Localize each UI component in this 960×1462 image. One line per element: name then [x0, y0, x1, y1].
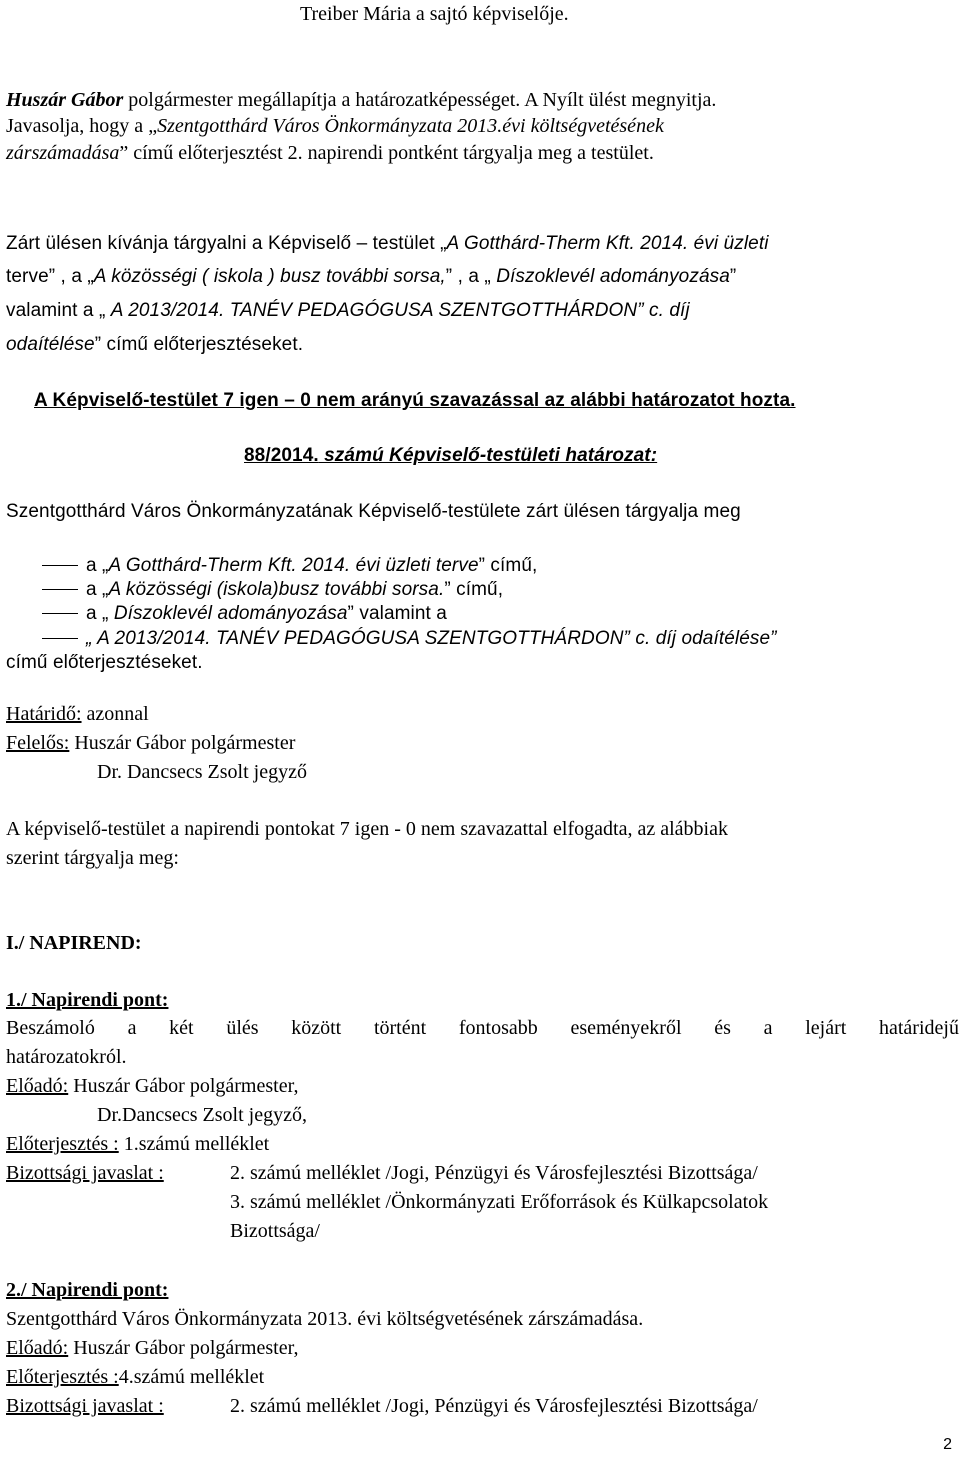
dash-bullet — [42, 613, 78, 614]
desc-word: lejárt — [805, 1017, 847, 1039]
section-title: I./ NAPIREND: — [6, 932, 142, 954]
resolution-item-4: „ A 2013/2014. TANÉV PEDAGÓGUSA SZENTGOTTHÁRDON” c. díj odaítélése” — [42, 627, 777, 651]
item1-presenter: Előadó: Huszár Gábor polgármester, — [6, 1075, 299, 1097]
page-number: 2 — [943, 1436, 952, 1453]
desc-word: a — [763, 1017, 773, 1039]
resolution-closing: című előterjesztéseket. — [6, 652, 203, 673]
item1-committee-2: 3. számú melléklet /Önkormányzati Erőforrások és Külkapcsolatok — [230, 1191, 769, 1213]
item2-desc: Szentgotthárd Város Önkormányzata 2013. évi költségvetésének zárszámadása. — [6, 1308, 644, 1330]
desc-word: eseményekről — [570, 1017, 682, 1039]
item1-committee: Bizottsági javaslat : — [6, 1162, 164, 1184]
responsible-line: Felelős: Huszár Gábor polgármester — [6, 732, 296, 754]
deadline-line: Határidő: azonnal — [6, 703, 149, 725]
top-line: Treiber Mária a sajtó képviselője. — [300, 3, 569, 25]
item2-committee: Bizottsági javaslat : — [6, 1395, 164, 1417]
item1-committee-1: 2. számú melléklet /Jogi, Pénzügyi és Városfejlesztési Bizottsága/ — [230, 1162, 758, 1184]
resolution-item-3: a „ Díszoklevél adományozása” valamint a — [42, 602, 447, 626]
item2-title: 2./ Napirendi pont: — [6, 1279, 169, 1301]
desc-word: történt — [373, 1017, 427, 1039]
dash-bullet — [42, 565, 78, 566]
item1-proposal: Előterjesztés : 1.számú melléklet — [6, 1133, 270, 1155]
desc-word: határidejű — [879, 1017, 959, 1039]
closed-line-2: terve” , a „A közösségi ( iskola ) busz további sorsa,” , a „ Díszoklevél adományozása” — [6, 266, 737, 287]
resolution-heading: 88/2014. számú Képviselő-testületi határozat: — [244, 445, 658, 466]
resolution-body: Szentgotthárd Város Önkormányzatának Képviselő-testülete zárt ülésen tárgyalja meg — [6, 501, 741, 522]
desc-word: a — [127, 1017, 137, 1039]
opening-line-1: Huszár Gábor polgármester megállapítja a határozatképességet. A Nyílt ülést megnyitja. — [6, 89, 717, 111]
item2-proposal: Előterjesztés :4.számú melléklet — [6, 1366, 265, 1388]
closed-line-1: Zárt ülésen kívánja tárgyalni a Képviselő – testület „A Gotthárd-Therm Kft. 2014. évi üzleti — [6, 233, 769, 254]
resolution-item-1: a „A Gotthárd-Therm Kft. 2014. évi üzleti terve” című, — [42, 554, 537, 578]
closed-line-3: valamint a „ A 2013/2014. TANÉV PEDAGÓGUSA SZENTGOTTHÁRDON” c. díj — [6, 300, 690, 321]
dash-bullet — [42, 589, 78, 590]
dash-bullet — [42, 638, 78, 639]
closed-line-4: odaítélése” című előterjesztéseket. — [6, 334, 304, 355]
vote-line: A Képviselő-testület 7 igen – 0 nem arányú szavazással az alábbi határozatot hozta. — [34, 390, 796, 411]
item1-desc-line-2: határozatokról. — [6, 1046, 127, 1068]
desc-word: két — [169, 1017, 194, 1039]
desc-word: fontosabb — [458, 1017, 538, 1039]
agenda-accept-line-2: szerint tárgyalja meg: — [6, 847, 179, 869]
responsible-second: Dr. Dancsecs Zsolt jegyző — [97, 761, 307, 783]
item1-desc-line-1 — [6, 1016, 959, 1040]
item1-committee-3: Bizottsága/ — [230, 1220, 320, 1242]
opening-line-3: zárszámadása” című előterjesztést 2. napirendi pontként tárgyalja meg a testület. — [6, 142, 654, 164]
mayor-name: Huszár Gábor — [6, 89, 124, 111]
item2-committee-1: 2. számú melléklet /Jogi, Pénzügyi és Városfejlesztési Bizottsága/ — [230, 1395, 758, 1417]
desc-word: és — [714, 1017, 731, 1039]
item1-title: 1./ Napirendi pont: — [6, 989, 169, 1011]
desc-word: ülés — [226, 1017, 259, 1039]
item1-presenter-2: Dr.Dancsecs Zsolt jegyző, — [97, 1104, 307, 1126]
resolution-item-2: a „A közösségi (iskola)busz további sorsa.” című, — [42, 578, 503, 602]
item2-presenter: Előadó: Huszár Gábor polgármester, — [6, 1337, 299, 1359]
agenda-accept-line-1: A képviselő-testület a napirendi pontokat 7 igen - 0 nem szavazattal elfogadta, az alábbiak — [6, 818, 728, 840]
desc-word: között — [291, 1017, 342, 1039]
opening-line-2: Javasolja, hogy a „Szentgotthárd Város Önkormányzata 2013.évi költségvetésének — [6, 115, 664, 137]
desc-word: Beszámoló — [6, 1017, 95, 1039]
